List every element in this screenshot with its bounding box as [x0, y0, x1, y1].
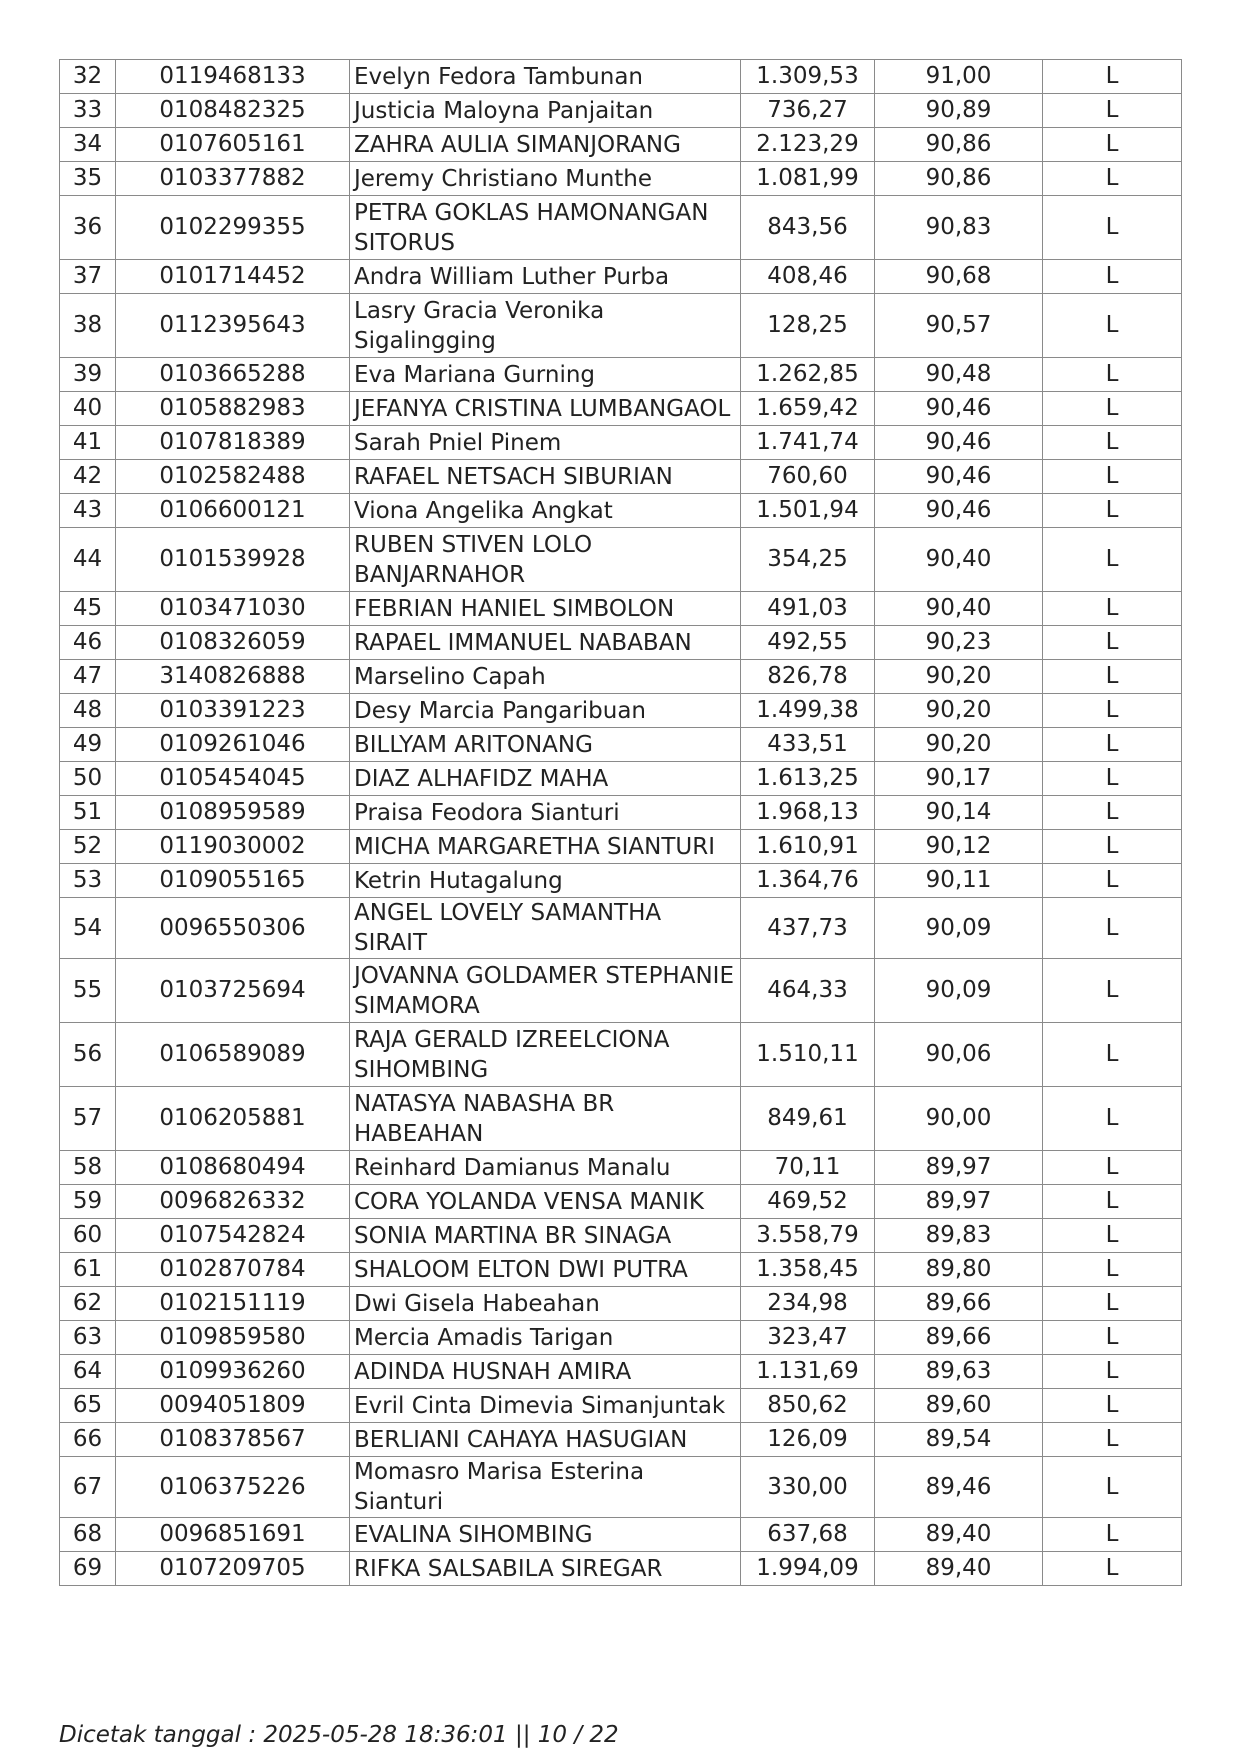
distance-value: 3.558,79: [741, 1219, 875, 1253]
distance-value: 234,98: [741, 1287, 875, 1321]
table-row: [60, 162, 1182, 196]
student-id: 0107605161: [116, 128, 350, 162]
student-name: JOVANNA GOLDAMER STEPHANIE SIMAMORA: [350, 959, 741, 1023]
score-value: 89,80: [875, 1253, 1043, 1287]
row-number: 62: [60, 1287, 116, 1321]
status-value: L: [1043, 728, 1182, 762]
status-value: L: [1043, 694, 1182, 728]
student-id: 0108378567: [116, 1423, 350, 1457]
student-name: SONIA MARTINA BR SINAGA: [350, 1219, 741, 1253]
score-value: 90,48: [875, 358, 1043, 392]
status-value: L: [1043, 864, 1182, 898]
distance-value: 637,68: [741, 1518, 875, 1552]
student-id: 0119468133: [116, 60, 350, 94]
score-value: 90,40: [875, 528, 1043, 592]
student-id: 0101714452: [116, 260, 350, 294]
row-number: 63: [60, 1321, 116, 1355]
distance-value: 330,00: [741, 1457, 875, 1518]
status-value: L: [1043, 1219, 1182, 1253]
table-row: [60, 494, 1182, 528]
student-name: DIAZ ALHAFIDZ MAHA: [350, 762, 741, 796]
table-row: [60, 528, 1182, 592]
row-number: 44: [60, 528, 116, 592]
table-row: [60, 864, 1182, 898]
student-id: 0109261046: [116, 728, 350, 762]
status-value: L: [1043, 196, 1182, 260]
table-row: [60, 1355, 1182, 1389]
row-number: 54: [60, 898, 116, 959]
score-value: 89,97: [875, 1185, 1043, 1219]
row-number: 32: [60, 60, 116, 94]
student-id: 0107818389: [116, 426, 350, 460]
student-id: 0108959589: [116, 796, 350, 830]
row-number: 60: [60, 1219, 116, 1253]
row-number: 50: [60, 762, 116, 796]
distance-value: 1.131,69: [741, 1355, 875, 1389]
table-row: [60, 694, 1182, 728]
status-value: L: [1043, 898, 1182, 959]
table-row: [60, 1457, 1182, 1518]
table-row: [60, 592, 1182, 626]
score-value: 90,09: [875, 959, 1043, 1023]
student-id: 0109055165: [116, 864, 350, 898]
distance-value: 1.364,76: [741, 864, 875, 898]
distance-value: 464,33: [741, 959, 875, 1023]
score-value: 90,86: [875, 162, 1043, 196]
distance-value: 408,46: [741, 260, 875, 294]
score-value: 90,20: [875, 660, 1043, 694]
student-id: 0103391223: [116, 694, 350, 728]
distance-value: 843,56: [741, 196, 875, 260]
student-name: Mercia Amadis Tarigan: [350, 1321, 741, 1355]
student-id: 0106375226: [116, 1457, 350, 1518]
row-number: 55: [60, 959, 116, 1023]
student-id: 0094051809: [116, 1389, 350, 1423]
row-number: 42: [60, 460, 116, 494]
student-name: BILLYAM ARITONANG: [350, 728, 741, 762]
student-name: SHALOOM ELTON DWI PUTRA: [350, 1253, 741, 1287]
student-name: Viona Angelika Angkat: [350, 494, 741, 528]
student-id: 0096550306: [116, 898, 350, 959]
distance-value: 1.741,74: [741, 426, 875, 460]
distance-value: 469,52: [741, 1185, 875, 1219]
score-value: 90,46: [875, 460, 1043, 494]
print-footer: Dicetak tanggal : 2025-05-28 18:36:01 || 10 / 22: [59, 1722, 619, 1748]
score-value: 90,83: [875, 196, 1043, 260]
student-id: 0106589089: [116, 1023, 350, 1087]
table-row: [60, 959, 1182, 1023]
distance-value: 70,11: [741, 1151, 875, 1185]
status-value: L: [1043, 1253, 1182, 1287]
student-name: ADINDA HUSNAH AMIRA: [350, 1355, 741, 1389]
score-value: 89,83: [875, 1219, 1043, 1253]
student-name: Justicia Maloyna Panjaitan: [350, 94, 741, 128]
student-id: 0109936260: [116, 1355, 350, 1389]
status-value: L: [1043, 1287, 1182, 1321]
status-value: L: [1043, 1389, 1182, 1423]
status-value: L: [1043, 460, 1182, 494]
table-row: [60, 358, 1182, 392]
score-value: 90,46: [875, 426, 1043, 460]
status-value: L: [1043, 796, 1182, 830]
student-id: 0108680494: [116, 1151, 350, 1185]
table-row: [60, 626, 1182, 660]
row-number: 59: [60, 1185, 116, 1219]
student-name: Eva Mariana Gurning: [350, 358, 741, 392]
table-row: [60, 728, 1182, 762]
status-value: L: [1043, 959, 1182, 1023]
status-value: L: [1043, 660, 1182, 694]
distance-value: 826,78: [741, 660, 875, 694]
student-name: Desy Marcia Pangaribuan: [350, 694, 741, 728]
distance-value: 1.262,85: [741, 358, 875, 392]
row-number: 68: [60, 1518, 116, 1552]
score-value: 90,14: [875, 796, 1043, 830]
score-value: 89,60: [875, 1389, 1043, 1423]
results-table-body: [60, 60, 1182, 1586]
status-value: L: [1043, 1457, 1182, 1518]
row-number: 36: [60, 196, 116, 260]
table-row: [60, 94, 1182, 128]
status-value: L: [1043, 762, 1182, 796]
student-name: RAFAEL NETSACH SIBURIAN: [350, 460, 741, 494]
student-id: 0108326059: [116, 626, 350, 660]
student-id: 0108482325: [116, 94, 350, 128]
score-value: 90,12: [875, 830, 1043, 864]
table-row: [60, 392, 1182, 426]
status-value: L: [1043, 1355, 1182, 1389]
student-name: Marselino Capah: [350, 660, 741, 694]
student-name: CORA YOLANDA VENSA MANIK: [350, 1185, 741, 1219]
distance-value: 849,61: [741, 1087, 875, 1151]
score-value: 89,46: [875, 1457, 1043, 1518]
table-row: [60, 796, 1182, 830]
student-name: Sarah Pniel Pinem: [350, 426, 741, 460]
status-value: L: [1043, 94, 1182, 128]
student-id: 0096851691: [116, 1518, 350, 1552]
table-row: [60, 1518, 1182, 1552]
status-value: L: [1043, 1023, 1182, 1087]
score-value: 89,66: [875, 1287, 1043, 1321]
distance-value: 736,27: [741, 94, 875, 128]
student-id: 0102870784: [116, 1253, 350, 1287]
score-value: 90,40: [875, 592, 1043, 626]
table-row: [60, 1219, 1182, 1253]
status-value: L: [1043, 426, 1182, 460]
table-row: [60, 1389, 1182, 1423]
row-number: 40: [60, 392, 116, 426]
status-value: L: [1043, 1087, 1182, 1151]
student-name: NATASYA NABASHA BR HABEAHAN: [350, 1087, 741, 1151]
student-name: Praisa Feodora Sianturi: [350, 796, 741, 830]
distance-value: 433,51: [741, 728, 875, 762]
score-value: 91,00: [875, 60, 1043, 94]
row-number: 51: [60, 796, 116, 830]
student-id: 0107542824: [116, 1219, 350, 1253]
score-value: 90,00: [875, 1087, 1043, 1151]
student-name: Evelyn Fedora Tambunan: [350, 60, 741, 94]
score-value: 90,06: [875, 1023, 1043, 1087]
student-name: PETRA GOKLAS HAMONANGAN SITORUS: [350, 196, 741, 260]
row-number: 34: [60, 128, 116, 162]
student-name: RAPAEL IMMANUEL NABABAN: [350, 626, 741, 660]
student-name: Momasro Marisa Esterina Sianturi: [350, 1457, 741, 1518]
score-value: 90,86: [875, 128, 1043, 162]
table-row: [60, 196, 1182, 260]
results-table: [59, 59, 1182, 1586]
distance-value: 437,73: [741, 898, 875, 959]
distance-value: 760,60: [741, 460, 875, 494]
row-number: 69: [60, 1552, 116, 1586]
row-number: 58: [60, 1151, 116, 1185]
status-value: L: [1043, 494, 1182, 528]
distance-value: 1.610,91: [741, 830, 875, 864]
table-row: [60, 898, 1182, 959]
student-name: RAJA GERALD IZREELCIONA SIHOMBING: [350, 1023, 741, 1087]
row-number: 43: [60, 494, 116, 528]
student-id: 0119030002: [116, 830, 350, 864]
status-value: L: [1043, 1151, 1182, 1185]
student-id: 0102299355: [116, 196, 350, 260]
score-value: 90,46: [875, 392, 1043, 426]
row-number: 39: [60, 358, 116, 392]
student-id: 0103665288: [116, 358, 350, 392]
score-value: 89,63: [875, 1355, 1043, 1389]
student-name: JEFANYA CRISTINA LUMBANGAOL: [350, 392, 741, 426]
table-row: [60, 1287, 1182, 1321]
distance-value: 1.309,53: [741, 60, 875, 94]
row-number: 56: [60, 1023, 116, 1087]
student-id: 3140826888: [116, 660, 350, 694]
status-value: L: [1043, 294, 1182, 358]
distance-value: 1.659,42: [741, 392, 875, 426]
student-id: 0106205881: [116, 1087, 350, 1151]
status-value: L: [1043, 830, 1182, 864]
student-name: ZAHRA AULIA SIMANJORANG: [350, 128, 741, 162]
student-id: 0103377882: [116, 162, 350, 196]
status-value: L: [1043, 626, 1182, 660]
status-value: L: [1043, 60, 1182, 94]
row-number: 46: [60, 626, 116, 660]
distance-value: 491,03: [741, 592, 875, 626]
student-name: ANGEL LOVELY SAMANTHA SIRAIT: [350, 898, 741, 959]
distance-value: 1.499,38: [741, 694, 875, 728]
table-row: [60, 128, 1182, 162]
score-value: 89,66: [875, 1321, 1043, 1355]
distance-value: 850,62: [741, 1389, 875, 1423]
student-name: FEBRIAN HANIEL SIMBOLON: [350, 592, 741, 626]
student-id: 0109859580: [116, 1321, 350, 1355]
row-number: 61: [60, 1253, 116, 1287]
status-value: L: [1043, 162, 1182, 196]
table-row: [60, 460, 1182, 494]
student-name: BERLIANI CAHAYA HASUGIAN: [350, 1423, 741, 1457]
status-value: L: [1043, 528, 1182, 592]
table-row: [60, 1185, 1182, 1219]
student-id: 0102582488: [116, 460, 350, 494]
row-number: 41: [60, 426, 116, 460]
distance-value: 128,25: [741, 294, 875, 358]
table-row: [60, 1087, 1182, 1151]
row-number: 67: [60, 1457, 116, 1518]
student-id: 0103725694: [116, 959, 350, 1023]
status-value: L: [1043, 592, 1182, 626]
row-number: 49: [60, 728, 116, 762]
student-name: Jeremy Christiano Munthe: [350, 162, 741, 196]
distance-value: 2.123,29: [741, 128, 875, 162]
student-name: Evril Cinta Dimevia Simanjuntak: [350, 1389, 741, 1423]
score-value: 90,23: [875, 626, 1043, 660]
row-number: 33: [60, 94, 116, 128]
row-number: 65: [60, 1389, 116, 1423]
row-number: 66: [60, 1423, 116, 1457]
table-row: [60, 1023, 1182, 1087]
row-number: 64: [60, 1355, 116, 1389]
table-row: [60, 294, 1182, 358]
student-id: 0102151119: [116, 1287, 350, 1321]
student-name: Dwi Gisela Habeahan: [350, 1287, 741, 1321]
table-row: [60, 762, 1182, 796]
table-row: [60, 660, 1182, 694]
student-name: Ketrin Hutagalung: [350, 864, 741, 898]
score-value: 89,97: [875, 1151, 1043, 1185]
row-number: 52: [60, 830, 116, 864]
score-value: 90,68: [875, 260, 1043, 294]
student-id: 0101539928: [116, 528, 350, 592]
student-name: RUBEN STIVEN LOLO BANJARNAHOR: [350, 528, 741, 592]
table-row: [60, 1423, 1182, 1457]
table-row: [60, 1253, 1182, 1287]
student-name: Reinhard Damianus Manalu: [350, 1151, 741, 1185]
score-value: 89,40: [875, 1552, 1043, 1586]
score-value: 90,57: [875, 294, 1043, 358]
distance-value: 126,09: [741, 1423, 875, 1457]
status-value: L: [1043, 260, 1182, 294]
status-value: L: [1043, 1185, 1182, 1219]
distance-value: 1.081,99: [741, 162, 875, 196]
distance-value: 1.358,45: [741, 1253, 875, 1287]
distance-value: 1.501,94: [741, 494, 875, 528]
student-id: 0112395643: [116, 294, 350, 358]
table-row: [60, 1151, 1182, 1185]
row-number: 57: [60, 1087, 116, 1151]
table-row: [60, 260, 1182, 294]
status-value: L: [1043, 1321, 1182, 1355]
row-number: 48: [60, 694, 116, 728]
status-value: L: [1043, 392, 1182, 426]
status-value: L: [1043, 1552, 1182, 1586]
table-row: [60, 60, 1182, 94]
status-value: L: [1043, 128, 1182, 162]
row-number: 37: [60, 260, 116, 294]
student-name: MICHA MARGARETHA SIANTURI: [350, 830, 741, 864]
table-row: [60, 1321, 1182, 1355]
student-id: 0096826332: [116, 1185, 350, 1219]
score-value: 90,20: [875, 694, 1043, 728]
distance-value: 1.968,13: [741, 796, 875, 830]
score-value: 90,46: [875, 494, 1043, 528]
student-id: 0107209705: [116, 1552, 350, 1586]
score-value: 90,17: [875, 762, 1043, 796]
row-number: 45: [60, 592, 116, 626]
distance-value: 354,25: [741, 528, 875, 592]
row-number: 38: [60, 294, 116, 358]
score-value: 90,20: [875, 728, 1043, 762]
table-row: [60, 1552, 1182, 1586]
score-value: 89,40: [875, 1518, 1043, 1552]
status-value: L: [1043, 1423, 1182, 1457]
distance-value: 1.510,11: [741, 1023, 875, 1087]
distance-value: 492,55: [741, 626, 875, 660]
student-id: 0106600121: [116, 494, 350, 528]
table-row: [60, 830, 1182, 864]
table-row: [60, 426, 1182, 460]
student-id: 0105454045: [116, 762, 350, 796]
student-id: 0103471030: [116, 592, 350, 626]
student-name: Lasry Gracia Veronika Sigalingging: [350, 294, 741, 358]
row-number: 53: [60, 864, 116, 898]
student-name: EVALINA SIHOMBING: [350, 1518, 741, 1552]
distance-value: 1.613,25: [741, 762, 875, 796]
score-value: 90,89: [875, 94, 1043, 128]
row-number: 47: [60, 660, 116, 694]
distance-value: 1.994,09: [741, 1552, 875, 1586]
student-name: Andra William Luther Purba: [350, 260, 741, 294]
score-value: 89,54: [875, 1423, 1043, 1457]
row-number: 35: [60, 162, 116, 196]
student-id: 0105882983: [116, 392, 350, 426]
status-value: L: [1043, 358, 1182, 392]
student-name: RIFKA SALSABILA SIREGAR: [350, 1552, 741, 1586]
status-value: L: [1043, 1518, 1182, 1552]
score-value: 90,09: [875, 898, 1043, 959]
distance-value: 323,47: [741, 1321, 875, 1355]
score-value: 90,11: [875, 864, 1043, 898]
